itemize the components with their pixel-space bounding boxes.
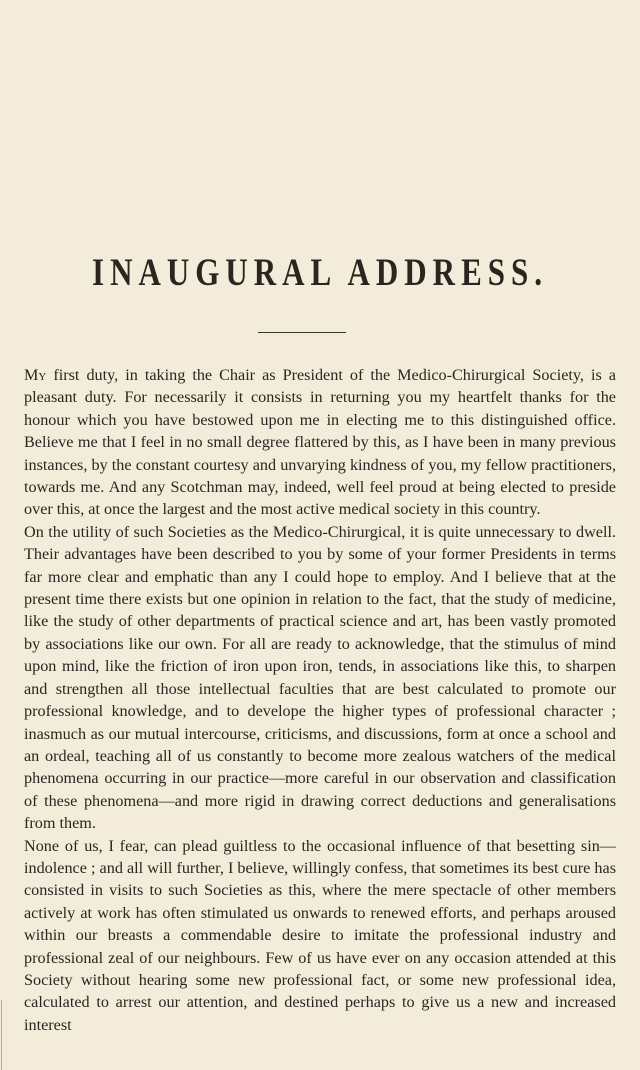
page-title: INAUGURAL ADDRESS. — [92, 250, 548, 294]
paragraph-3 — [24, 835, 616, 1037]
paragraph-3-text: None of us, I fear, can plead guiltless to the occasional influence of that besetting sin—indolence ; and all will further, I believe, willingly confess, that sometimes its best cure has consisted in visits to such Societies as this, where the mere spectacle of other members actively at work has often stimulated us onwards to renewed efforts, and perhaps aroused within our breasts a commendable desire to imitate the professional industry and professional zeal of our neighbours. Few of us have ever on any occasion attended at this Society without hearing some new professional fact, or some new professional idea, calculated to arrest our attention, and destined perhaps to give us a new and increased interest — [24, 836, 616, 1034]
address-body — [24, 364, 616, 1036]
paragraph-2-text: On the utility of such Societies as the Medico-Chirurgical, it is quite unnecessary to dwell. Their advantages have been described to you by some of your former Presidents in terms far more clear and emphatic than any I could hope to employ. And I believe that at the present time there exists but one opinion in relation to the fact, that the study of medicine, like the study of other departments of practical science and art, has been vastly promoted by associations like our own. For all are ready to acknowledge, that the stimulus of mind upon mind, like the friction of iron upon iron, tends, in associations like this, to sharpen and strengthen all those intellectual faculties that are best calculated to promote our professional knowledge, and to develope the higher types of professional character ; inasmuch as our mutual intercourse, criticisms, and discussions, form at once a school and an ordeal, teaching all of us constantly to become more zealous watchers of the medical phenomena occurring in our practice—more careful in our observation and classification of these phenomena—and more rigid in drawing correct deductions and generalisations from them. — [24, 522, 616, 833]
paragraph-1-lead: My — [24, 366, 47, 384]
paragraph-1-text: first duty, in taking the Chair as President of the Medico-Chirurgical Society, is a pleasant duty. For necessarily it consists in returning you my heartfelt thanks for the honour which you have bestowed upon me in electing me to this distinguished office. Believe me that I feel in no small degree flattered by this, as I have been in many previous instances, by the constant courtesy and unvarying kindness of you, my fellow practitioners, towards me. And any Scotchman may, indeed, well feel proud at being elected to preside over this, at once the largest and the most active medical society in this country. — [24, 366, 616, 519]
page-edge-shadow — [1, 1000, 2, 1070]
paragraph-1 — [24, 364, 616, 521]
title-divider-rule — [258, 332, 346, 333]
paragraph-2 — [24, 521, 616, 835]
